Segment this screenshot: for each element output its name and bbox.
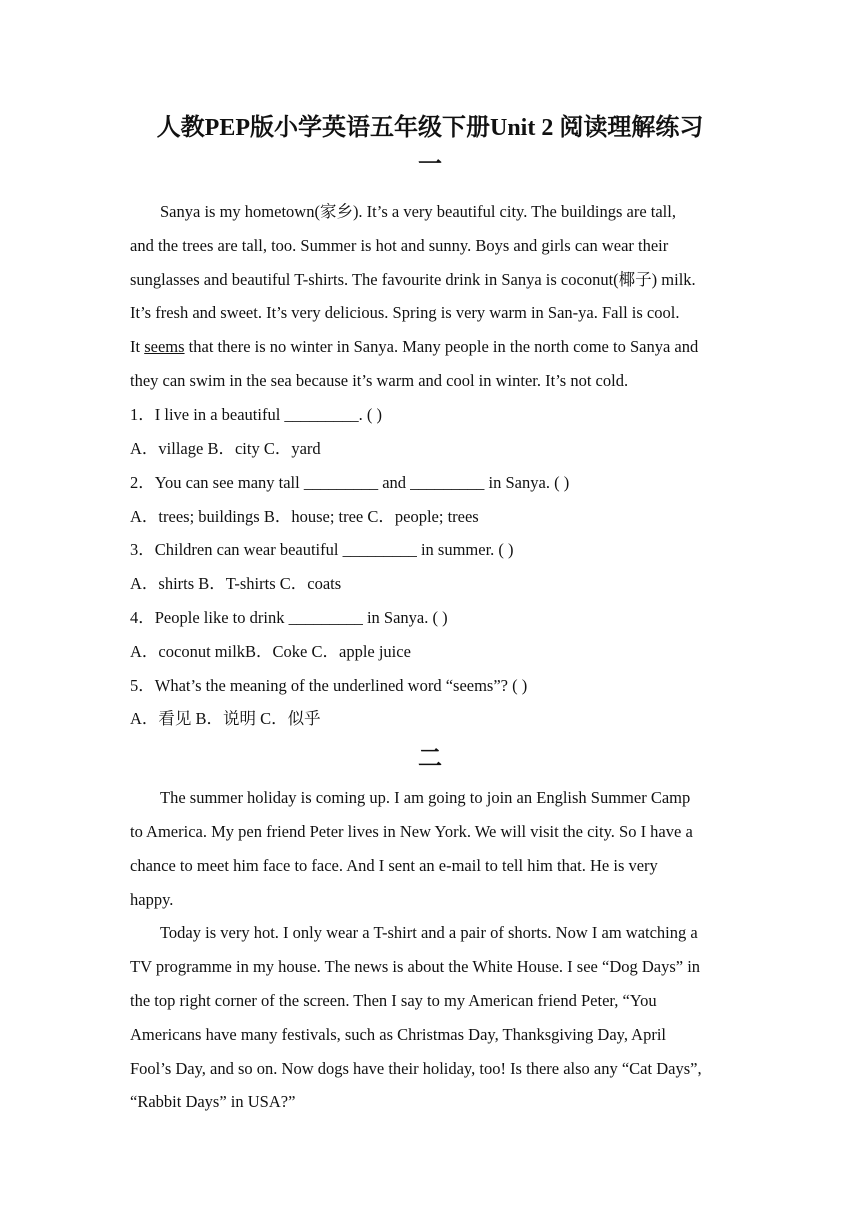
- question-3: 3．Children can wear beautiful _________ in summer. ( ): [130, 540, 514, 559]
- passage1-line: [130, 336, 698, 358]
- passage2-line: “Rabbit Days” in USA?”: [130, 1092, 296, 1111]
- page-title: 人教PEP版小学英语五年级下册Unit 2 阅读理解练习: [156, 115, 704, 141]
- passage2-line: The summer holiday is coming up. I am going to join an English Summer Camp: [160, 788, 691, 807]
- options-5: A．看见 B．说明 C．似乎: [130, 709, 321, 728]
- text-span: It: [130, 337, 145, 356]
- text-span: that there is no winter in Sanya. Many people in the north come to Sanya and: [184, 337, 699, 356]
- options-2: A．trees; buildings B．house; tree C．people; trees: [130, 507, 479, 526]
- passage2-line: Today is very hot. I only wear a T-shirt and a pair of shorts. Now I am watching a: [160, 923, 698, 942]
- question-4: 4．People like to drink _________ in Sanya. ( ): [130, 608, 448, 627]
- passage2-line: Americans have many festivals, such as Christmas Day, Thanksgiving Day, April: [130, 1025, 666, 1044]
- passage2-line: TV programme in my house. The news is about the White House. I see “Dog Days” in: [130, 957, 701, 976]
- section-heading-2: 二: [418, 746, 442, 772]
- options-3: A．shirts B．T-shirts C．coats: [130, 574, 342, 593]
- passage1-line: and the trees are tall, too. Summer is hot and sunny. Boys and girls can wear their: [130, 236, 669, 255]
- options-4: A．coconut milkB．Coke C．apple juice: [130, 642, 411, 661]
- question-2: 2．You can see many tall _________ and _________ in Sanya. ( ): [130, 473, 570, 492]
- passage2-line: to America. My pen friend Peter lives in New York. We will visit the city. So I have a: [130, 822, 693, 841]
- underlined-word: seems: [144, 337, 185, 356]
- section-heading-1: 一: [418, 152, 442, 178]
- options-1: A．village B．city C．yard: [130, 439, 321, 458]
- passage2-line: Fool’s Day, and so on. Now dogs have their holiday, too! Is there also any “Cat Days”,: [130, 1059, 702, 1078]
- passage1-line: sunglasses and beautiful T-shirts. The favourite drink in Sanya is coconut(椰子) milk.: [130, 270, 696, 289]
- question-5: 5．What’s the meaning of the underlined word “seems”? ( ): [130, 676, 528, 695]
- passage1-line: It’s fresh and sweet. It’s very delicious. Spring is very warm in San-ya. Fall is cool.: [130, 303, 680, 322]
- passage2-line: happy.: [130, 890, 174, 909]
- passage1-line: they can swim in the sea because it’s warm and cool in winter. It’s not cold.: [130, 371, 629, 390]
- passage2-line: chance to meet him face to face. And I sent an e-mail to tell him that. He is very: [130, 856, 658, 875]
- passage2-line: the top right corner of the screen. Then I say to my American friend Peter, “You: [130, 991, 657, 1010]
- passage1-line: Sanya is my hometown(家乡). It’s a very beautiful city. The buildings are tall,: [160, 202, 676, 221]
- question-1: 1．I live in a beautiful _________. ( ): [130, 405, 383, 424]
